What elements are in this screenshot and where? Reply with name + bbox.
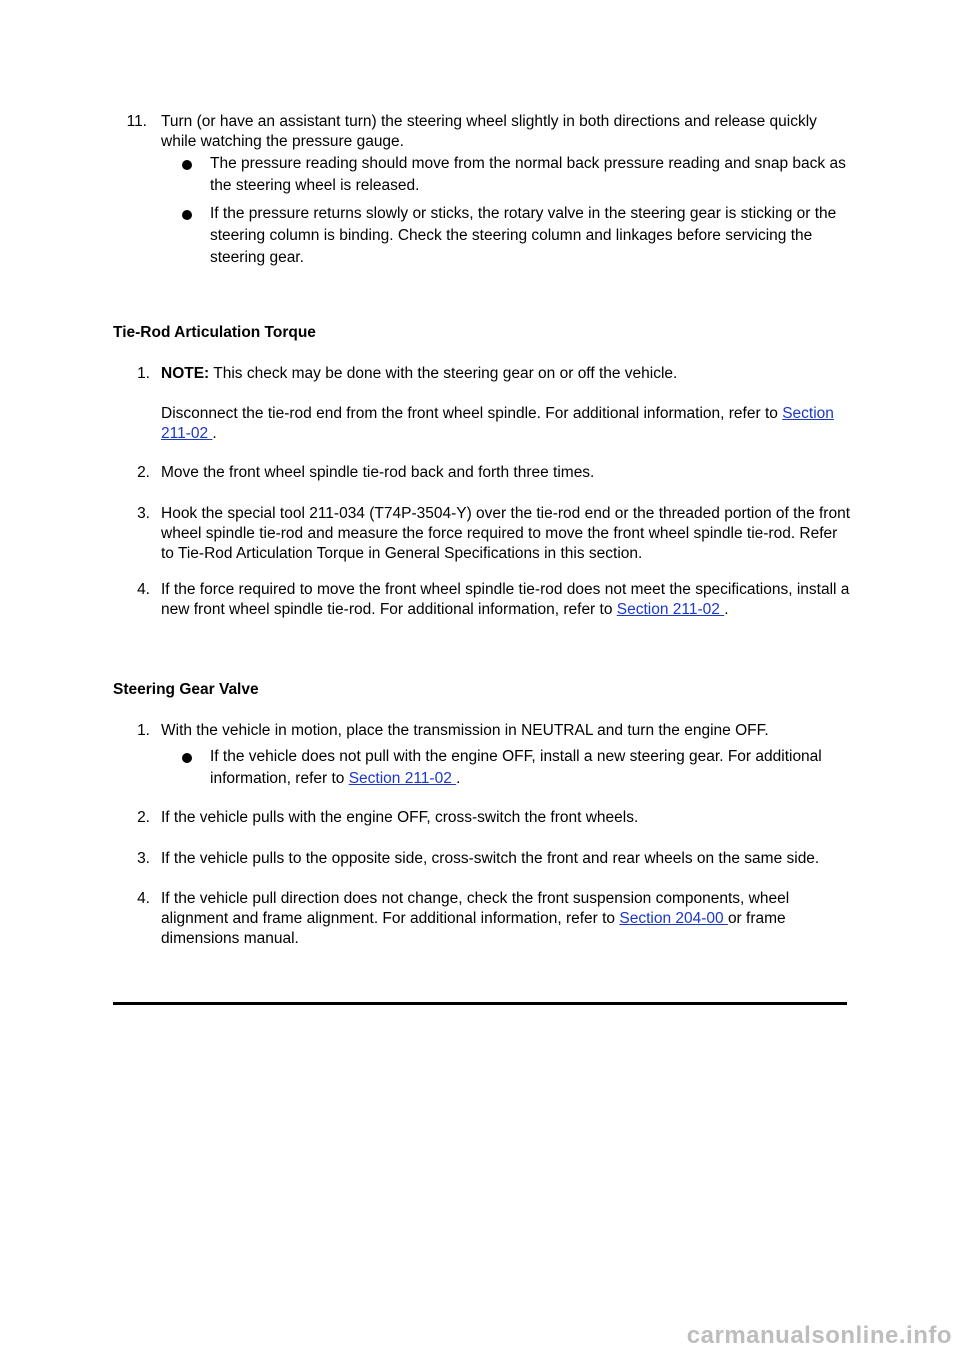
step-number: 1. [137, 365, 150, 382]
step-text [161, 404, 851, 444]
step-number: 4. [137, 581, 150, 598]
step-number: 2. [137, 809, 150, 826]
step-number: 11. [126, 113, 147, 130]
step-text-part: . [212, 425, 217, 442]
step-text-part: or frame dimensions manual. [161, 910, 786, 947]
bullet-icon [182, 753, 192, 763]
bullet-icon [182, 160, 192, 170]
step-text: With the vehicle in motion, place the transmission in NEUTRAL and turn the engine OFF. [161, 722, 769, 739]
bullet-text [210, 746, 850, 790]
step-text: If the vehicle pulls with the engine OFF, cross-switch the front wheels. [161, 809, 639, 826]
step-number: 1. [137, 722, 150, 739]
section-211-02-link[interactable]: Section 211-02 [161, 405, 834, 442]
bullet-text-part: . [456, 770, 461, 787]
step-text-part: . [724, 601, 729, 618]
step-number: 2. [137, 464, 150, 481]
note [161, 364, 851, 384]
note-text: This check may be done with the steering gear on or off the vehicle. [209, 365, 678, 382]
step-text-part: Disconnect the tie-rod end from the front wheel spindle. For additional information, refer to [161, 405, 783, 422]
step-text: Turn (or have an assistant turn) the steering wheel slightly in both directions and release quickly while watching the pressure gauge. [161, 113, 817, 150]
section-211-02-link[interactable]: Section 211-02 [616, 601, 725, 618]
section-204-00-link[interactable]: Section 204-00 [619, 910, 728, 927]
section-211-02-link[interactable]: Section 211-02 [348, 770, 457, 787]
step-text [161, 580, 851, 620]
step-number: 3. [137, 850, 150, 867]
step-number: 4. [137, 890, 150, 907]
bullet-icon [182, 210, 192, 220]
bullet-text: The pressure reading should move from the normal back pressure reading and snap back as the steering wheel is released. [210, 155, 846, 194]
section-heading-steering-gear-valve: Steering Gear Valve [113, 681, 259, 698]
step-text-part: If the force required to move the front wheel spindle tie-rod does not meet the specifications, install a new front wheel spindle tie-rod. For additional information, refer to [161, 581, 850, 618]
step-number: 3. [137, 505, 150, 522]
step-text: If the vehicle pulls to the opposite side, cross-switch the front and rear wheels on the same side. [161, 850, 820, 867]
step-text-part: If the vehicle pull direction does not change, check the front suspension components, wheel alignment and frame alignment. For additional information, refer to [161, 890, 790, 927]
note-label: NOTE: [161, 365, 210, 382]
bullet-text: If the pressure returns slowly or sticks, the rotary valve in the steering gear is sticking or the steering column is binding. Check the steering column and linkages before servicing the steering gear. [210, 205, 837, 266]
step-text: Move the front wheel spindle tie-rod back and forth three times. [161, 464, 595, 481]
step-text: Hook the special tool 211-034 (T74P-3504-Y) over the tie-rod end or the threaded portion of the front wheel spindle tie-rod and measure the force required to move the front wheel spindle tie-rod. Refer to Tie-Rod Articulation Torque in General Specifications in this section. [161, 505, 851, 562]
horizontal-rule [113, 1002, 847, 1005]
step-text [161, 889, 851, 949]
section-heading-tie-rod: Tie-Rod Articulation Torque [113, 324, 316, 341]
bullet-text-part: If the vehicle does not pull with the engine OFF, install a new steering gear. For additional information, refer to [210, 748, 822, 787]
watermark: carmanualsonline.info [686, 1322, 952, 1349]
